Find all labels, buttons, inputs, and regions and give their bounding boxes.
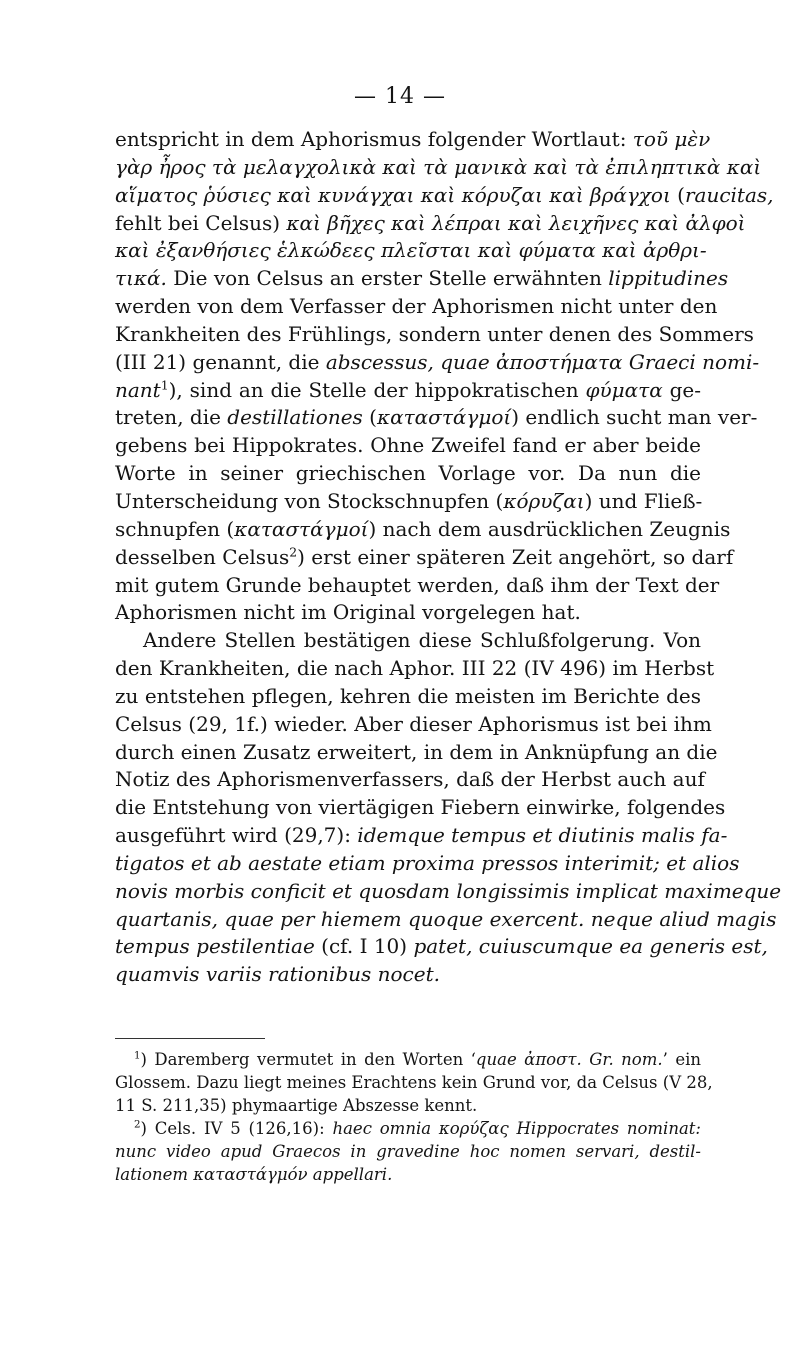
- text-line: tempus pestilentiae (cf. I 10) patet, cuiuscumque ea generis est,: [115, 934, 768, 959]
- footnote-1: [115, 1049, 713, 1118]
- text-line: αἵματος ῥύσιες καὶ κυνάγχαι καὶ κόρυζαι καὶ βράγχοι (raucitas,: [115, 182, 774, 207]
- text-line: Notiz des Aphorismenverfassers, daß der Herbst auch auf: [115, 767, 705, 792]
- body-text: [115, 126, 782, 989]
- text-line: gebens bei Hippokrates. Ohne Zweifel fand er aber beide: [115, 433, 701, 458]
- footnotes: [115, 1049, 713, 1186]
- text-line: durch einen Zusatz erweitert, in dem in Anknüpfung an die: [115, 739, 718, 764]
- paragraph-2: [115, 627, 782, 989]
- text-line: tigatos et ab aestate etiam proxima pressos interimit; et alios: [115, 850, 740, 875]
- footnote-line: Glossem. Dazu liegt meines Erachtens kein Grund vor, da Celsus (V 28,: [115, 1072, 713, 1092]
- text-line: Worte in seiner griechischen Vorlage vor. Da nun die: [115, 461, 701, 486]
- text-line: ausgeführt wird (29,7): idemque tempus et diutinis malis fa-: [115, 823, 728, 848]
- paragraph-1: [115, 126, 774, 627]
- footnote-divider: [115, 1038, 265, 1039]
- text-line: Andere Stellen bestätigen diese Schlußfolgerung. Von: [143, 628, 701, 653]
- text-line: τικά. Die von Celsus an erster Stelle erwähnten lippitudines: [115, 266, 729, 291]
- footnote-line: 11 S. 211,35) phymaartige Abszesse kennt.: [115, 1095, 478, 1115]
- text-line: quamvis variis rationibus nocet.: [115, 962, 440, 987]
- text-line: γὰρ ἦρος τὰ μελαγχολικὰ καὶ τὰ μανικὰ καὶ τὰ ἐπιληπτικὰ καὶ: [115, 154, 762, 179]
- text-line: Aphorismen nicht im Original vorgelegen hat.: [115, 600, 581, 625]
- text-line: (III 21) genannt, die abscessus, quae ἀποστήματα Graeci nomi-: [115, 349, 760, 374]
- text-line: mit gutem Grunde behauptet werden, daß ihm der Text der: [115, 572, 720, 597]
- text-line: entspricht in dem Aphorismus folgender Wortlaut: τοῦ μὲν: [115, 127, 711, 151]
- page-number: — 14 —: [354, 84, 446, 109]
- text-line: novis morbis conficit et quosdam longissimis implicat maximeque: [115, 878, 782, 903]
- text-line: desselben Celsus$^2$) erst einer späteren Zeit angehört, so darf: [115, 544, 734, 569]
- text-line: zu entstehen pflegen, kehren die meisten im Berichte des: [115, 683, 701, 708]
- text-line: quartanis, quae per hiemem quoque exercent. neque aliud magis: [115, 906, 777, 931]
- text-line: den Krankheiten, die nach Aphor. III 22 (IV 496) im Herbst: [115, 656, 715, 681]
- text-line: fehlt bei Celsus) καὶ βῆχες καὶ λέπραι καὶ λειχῆνες καὶ ἀλφοὶ: [115, 210, 746, 235]
- text-line: die Entstehung von viertägigen Fiebern einwirke, folgendes: [115, 795, 726, 820]
- text-line: treten, die destillationes (καταστάγμοί) endlich sucht man ver-: [115, 405, 758, 430]
- text-line: werden von dem Verfasser der Aphorismen nicht unter den: [115, 294, 718, 319]
- text-line: Celsus (29, 1f.) wieder. Aber dieser Aphorismus ist bei ihm: [115, 711, 712, 736]
- footnote-line: $^2$) Cels. IV 5 (126,16): haec omnia κορύζας Hippocrates nominat:: [134, 1118, 701, 1138]
- footnote-line: nunc video apud Graecos in gravedine hoc nomen servari, destil-: [115, 1141, 701, 1161]
- text-line: schnupfen (καταστάγμοί) nach dem ausdrücklichen Zeugnis: [115, 516, 731, 541]
- footnote-line: $^1$) Daremberg vermutet in den Worten ‘quae ἀποστ. Gr. nom.’ ein: [134, 1050, 701, 1069]
- text-line: καὶ ἐξανθήσιες ἑλκώδεες πλεῖσται καὶ φύματα καὶ ἀρθρι-: [115, 238, 707, 263]
- text-line: Unterscheidung von Stockschnupfen (κόρυζαι) und Fließ-: [115, 488, 703, 513]
- footnote-2: [115, 1118, 701, 1187]
- text-line: nant$^1$), sind an die Stelle der hippokratischen φύματα ge-: [115, 376, 701, 402]
- footnote-line: lationem καταστάγμόν appellari.: [115, 1164, 393, 1184]
- text-line: Krankheiten des Frühlings, sondern unter denen des Sommers: [115, 321, 754, 346]
